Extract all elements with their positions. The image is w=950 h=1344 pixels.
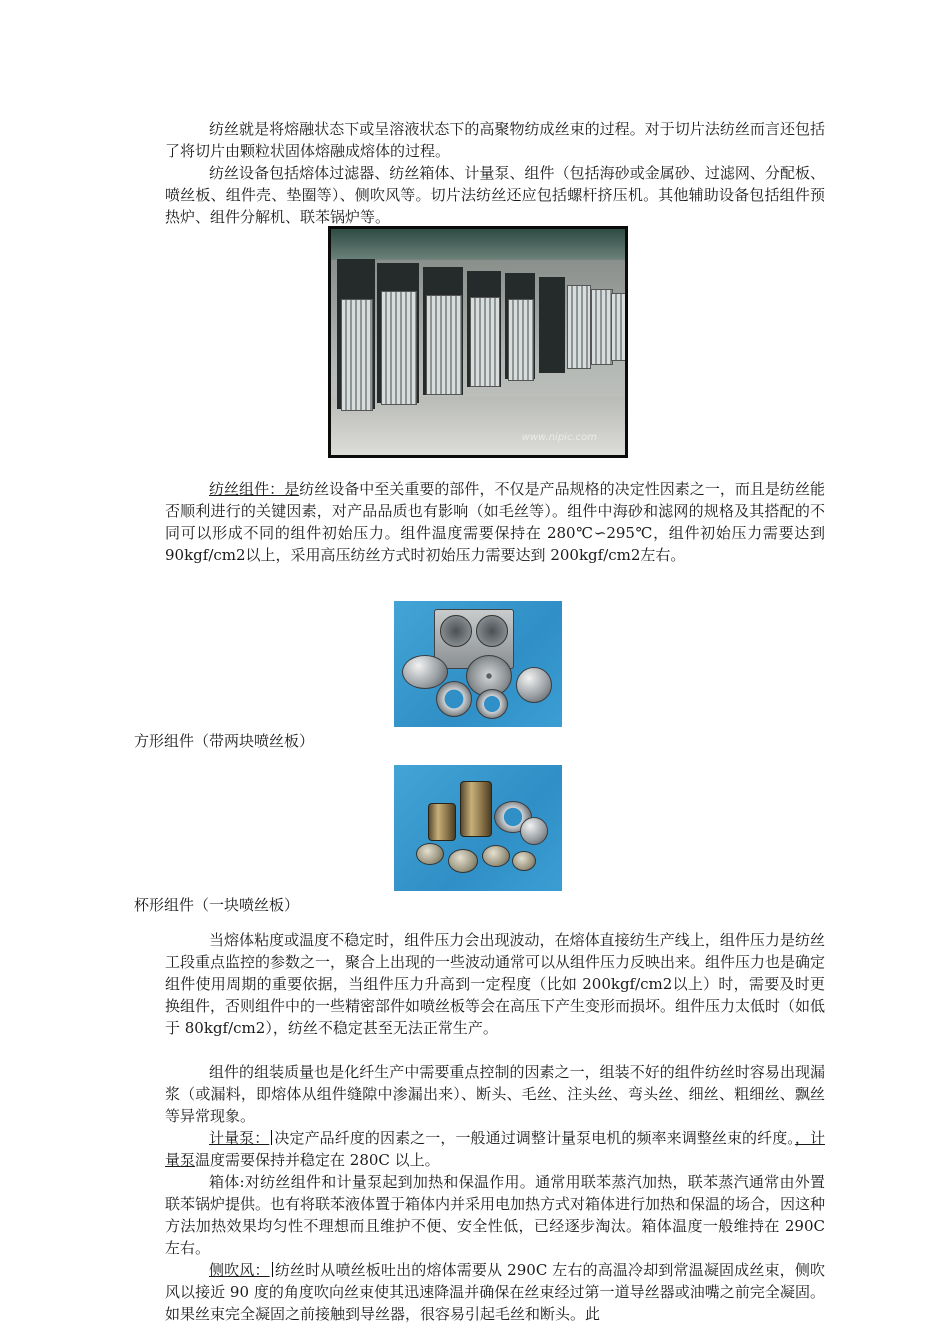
term-spin-pack: 纺丝组件：是 (209, 480, 300, 498)
metering-pump-body-2: 温度需要保持并稳定在 280C 以上。 (195, 1151, 440, 1169)
side-blow-body: 纺丝时从喷丝板吐出的熔体需要从 290C 左右的高温冷却到常温凝固成丝束，侧吹风以接近 90 度的角度吹向丝束使其迅速降温并确保在丝束经过第一道导丝器或油嘴之前完全凝固。如果丝束完全凝固之前接触到导丝器，很容易引起毛丝和断头。此 (165, 1261, 825, 1323)
caption-cup-pack: 杯形组件（一块喷丝板） (134, 896, 300, 914)
paragraph-spin-beam: 箱体:对纺丝组件和计量泵起到加热和保温作用。通常用联苯蒸汽加热，联苯蒸汽通常由外置联苯锅炉提供。也有将联苯液体置于箱体内并采用电加热方式对箱体进行加热和保温的场合，因这种方法加热效果均匀性不理想而且维护不便、安全性低，已经逐步淘汰。箱体温度一般维持在 290C 左右。 (165, 1173, 826, 1257)
paragraph-assembly-quality: 组件的组装质量也是化纤生产中需要重点控制的因素之一，组装不好的组件纺丝时容易出现漏浆（或漏料，即熔体从组件缝隙中渗漏出来）、断头、毛丝、注头丝、弯头丝、细丝、粗细丝、飘丝等异常现象。 (165, 1063, 825, 1125)
photo-watermark: www.nipic.com (521, 432, 597, 443)
text-cursor-mark (271, 1130, 272, 1145)
spin-pack-body: 纺丝设备中至关重要的部件，不仅是产品规格的决定性因素之一，而且是纺丝能否顺利进行的关键因素，对产品品质也有影响（如毛丝等）。组件中海砂和滤网的规格及其搭配的不同可以形成不同的组件初始压力。组件温度需要保持在 280℃∽295℃，组件初始压力需要达到 90kgf/cm2以上，采用高压纺丝方式时初始压力需要达到 200kgf/cm2左右。 (165, 480, 825, 564)
term-side-blow: 侧吹风： (209, 1261, 270, 1279)
cup-pack-photo (394, 765, 562, 891)
spinning-box-photo (328, 226, 628, 458)
paragraph-pack-pressure: 当熔体粘度或温度不稳定时，组件压力会出现波动，在熔体直接纺生产线上，组件压力是纺丝工段重点监控的参数之一，聚合上出现的一些波动通常可以从组件压力反映出来。组件压力也是确定组件使用周期的重要依据，当组件压力升高到一定程度（比如 200kgf/cm2以上）时，需要及时更换组件，否则组件中的一些精密部件如喷丝板等会在高压下产生变形而损坏。组件压力太低时（如低于 80kgf/cm2），纺丝不稳定甚至无法正常生产。 (165, 931, 826, 1037)
square-pack-photo (394, 601, 562, 727)
paragraph-spinning-definition: 纺丝就是将熔融状态下或呈溶液状态下的高聚物纺成丝束的过程。对于切片法纺丝而言还包括了将切片由颗粒状固体熔融成熔体的过程。 (165, 120, 825, 160)
term-metering-pump-2: ，计量泵 (165, 1129, 825, 1169)
caption-square-pack: 方形组件（带两块喷丝板） (134, 732, 315, 750)
text-cursor-mark-2 (272, 1262, 273, 1277)
paragraph-metering-pump (165, 1127, 825, 1171)
term-metering-pump: 计量泵： (209, 1129, 270, 1147)
paragraph-spinning-equipment: 纺丝设备包括熔体过滤器、纺丝箱体、计量泵、组件（包括海砂或金属砂、过滤网、分配板、喷丝板、组件壳、垫圈等）、侧吹风等。切片法纺丝还应包括螺杆挤压机。其他辅助设备包括组件预热炉、组件分解机、联苯锅炉等。 (165, 164, 825, 226)
paragraph-spin-pack (165, 478, 825, 566)
paragraph-side-blow (165, 1259, 825, 1325)
metering-pump-body-1: 决定产品纤度的因素之一，一般通过调整计量泵电机的频率来调整丝束的纤度。 (274, 1129, 795, 1147)
